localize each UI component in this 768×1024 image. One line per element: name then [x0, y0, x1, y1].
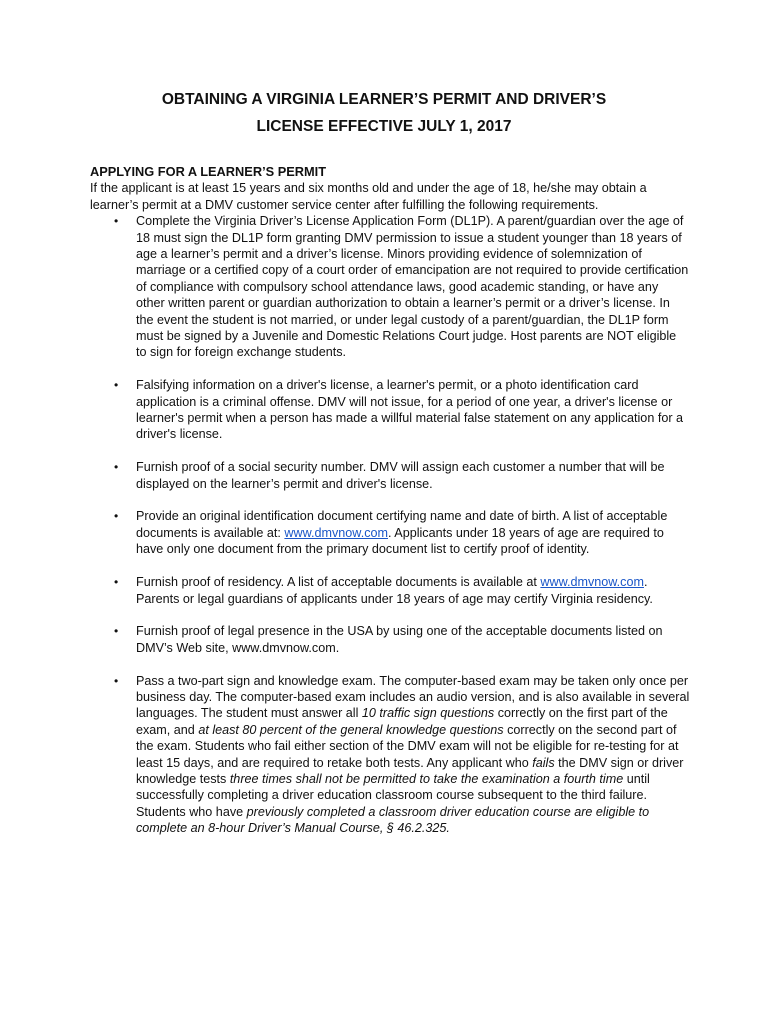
title-line-2: LICENSE EFFECTIVE JULY 1, 2017	[256, 118, 512, 135]
item-text: the DMV sign or driver knowledge tests	[136, 755, 684, 786]
list-item	[90, 213, 690, 361]
item-text: Furnish proof of legal presence in the USA by using one of the acceptable documents listed on DMV’s Web site, www.dmvnow.com.	[136, 624, 663, 655]
bullet-icon: •	[114, 378, 119, 393]
list-item	[90, 459, 690, 492]
item-text: correctly on the first part of the exam, and	[136, 706, 668, 737]
item-emphasis: previously completed a classroom driver education course are eligible to complete an 8-hour Driver’s Manual Course, § 46.2.325.	[136, 804, 650, 836]
item-text-after: . Applicants under 18 years of age are required to have only one document from the primary document list to certify proof of identity.	[136, 525, 664, 557]
requirements-list	[90, 213, 690, 836]
document-body	[90, 164, 690, 853]
list-item	[90, 623, 690, 656]
item-text-before: Provide an original identification document certifying name and date of birth. A list of acceptable documents is available at:	[136, 509, 668, 540]
item-text: Pass a two-part sign and knowledge exam. The computer-based exam may be taken only once per business day. The computer-based exam includes an audio version, and is also available in several languages. The student must answer all	[136, 673, 690, 721]
bullet-icon: •	[114, 214, 119, 229]
item-text-after: . Parents or legal guardians of applicants under 18 years of age may certify Virginia residency.	[136, 575, 653, 606]
item-emphasis: three times shall not be permitted to take the examination a fourth time	[229, 771, 624, 786]
dmvnow-link[interactable]: www.dmvnow.com	[540, 575, 644, 590]
item-text: Falsifying information on a driver's license, a learner's permit, or a photo identification card application is a criminal offense. DMV will not issue, for a period of one year, a driver's license or learner's permit when a person has made a willful material false statement on any application for a driver's license.	[136, 378, 684, 442]
list-item	[90, 377, 690, 443]
section-intro: If the applicant is at least 15 years and six months old and under the age of 18, he/she may obtain a learner’s permit at a DMV customer service center after fulfilling the following requirements.	[90, 181, 647, 212]
document-title	[96, 86, 672, 140]
list-item	[90, 574, 690, 607]
item-text-before: Furnish proof of residency. A list of acceptable documents is available at	[136, 575, 541, 590]
item-emphasis: fails	[532, 755, 555, 770]
item-text: correctly on the second part of the exam. Students who fail either section of the DMV exam will not be eligible for re-testing for at least 15 days, and are required to retake both tests. Any applicant who	[136, 722, 679, 770]
section-heading: APPLYING FOR A LEARNER’S PERMIT	[90, 164, 327, 179]
bullet-icon: •	[114, 575, 119, 590]
bullet-icon: •	[114, 673, 119, 688]
item-emphasis: 10 traffic sign questions	[361, 706, 495, 721]
bullet-icon: •	[114, 460, 119, 475]
list-item	[90, 508, 690, 557]
item-emphasis: at least 80 percent of the general knowledge questions	[198, 722, 504, 737]
bullet-icon: •	[114, 509, 119, 524]
bullet-icon: •	[114, 624, 119, 639]
item-text: Complete the Virginia Driver’s License Application Form (DL1P). A parent/guardian over the age of 18 must sign the DL1P form granting DMV permission to issue a student younger than 18 years of age a learner’s permit and a driver’s license. Minors providing evidence of solemnization of marriage or a certified copy of a court order of emancipation are not required to provide certification of compliance with compulsory school attendance laws, good academic standing, or have any other written parent or guardian authorization to obtain a learner’s permit or a driver’s license. In the event the student is not married, or under legal custody of a parent/guardian, the DL1P form must be signed by a Juvenile and Domestic Relations Court judge. Host parents are NOT eligible to sign for foreign exchange students.	[136, 214, 689, 360]
list-item	[90, 673, 690, 837]
item-text: Furnish proof of a social security number. DMV will assign each customer a number that will be displayed on the learner’s permit and driver's license.	[136, 460, 665, 491]
dmvnow-link[interactable]: www.dmvnow.com	[284, 525, 388, 540]
title-line-1: OBTAINING A VIRGINIA LEARNER’S PERMIT AND DRIVER’S	[161, 91, 607, 108]
item-text: until successfully completing a driver education classroom course subsequent to the third failure. Students who have	[136, 771, 650, 819]
